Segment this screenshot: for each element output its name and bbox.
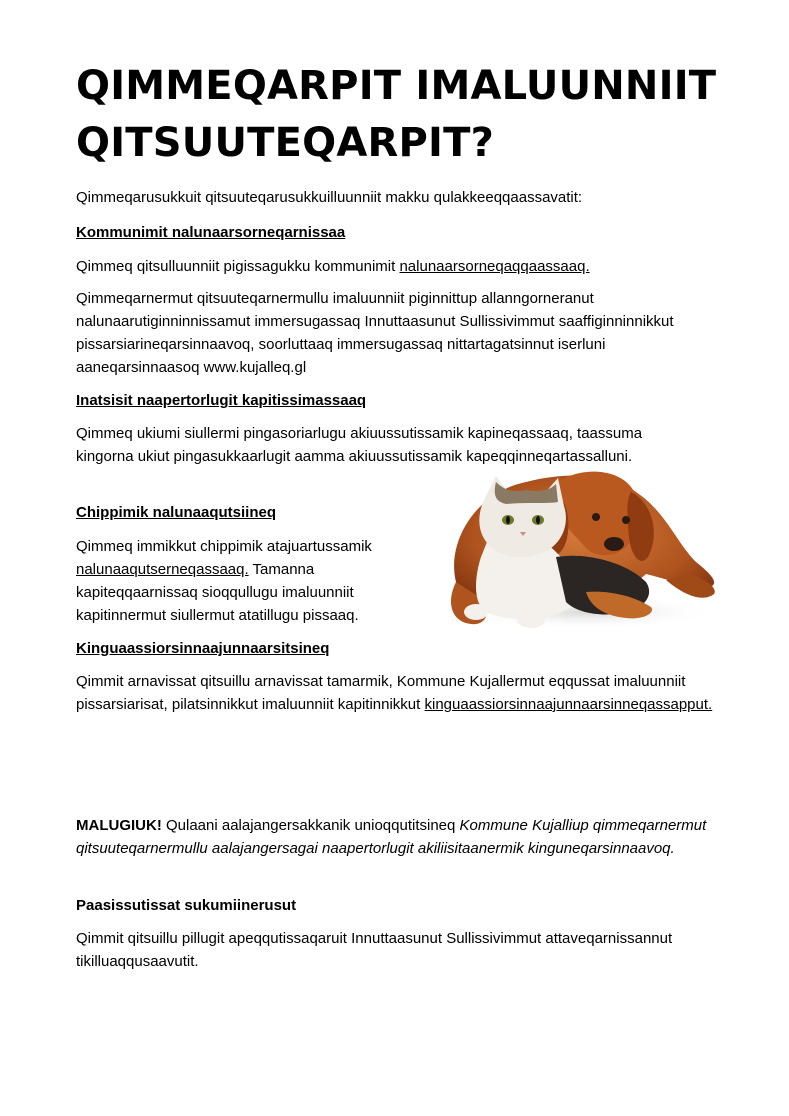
section-heading-more-info: Paasissutissat sukumiinerusut bbox=[76, 897, 297, 914]
registration-paragraph-1 bbox=[76, 255, 726, 278]
title-line-1: QIMMEQARPIT IMALUUNNIIT bbox=[76, 63, 717, 109]
page-title bbox=[76, 58, 716, 172]
chip-link[interactable]: nalunaaqutserneqassaaq. bbox=[76, 561, 249, 578]
warning-label: MALUGIUK! bbox=[76, 817, 162, 834]
registration-link[interactable]: nalunaarsorneqaqqaassaaq. bbox=[399, 258, 590, 275]
title-line-2: QITSUUTEQARPIT? bbox=[76, 120, 494, 166]
neutering-text: Qimmit arnavissat qitsuillu arnavissat tamarmik, Kommune Kujallermut eqqussat imaluunniit pissarsiarisat, pilatsinnikkut imaluunniit kapitinnikkut bbox=[76, 673, 686, 713]
neutering-link[interactable]: kinguaassiorsinnaajunnaarsinneqassapput. bbox=[424, 696, 713, 713]
section-heading-chip: Chippimik nalunaaqutsiineq bbox=[76, 504, 277, 521]
more-info-paragraph: Qimmit qitsuillu pillugit apeqqutissaqaruit Innuttaasunut Sullissivimmut attaveqarnissannut tikilluaqqusaavutit. bbox=[76, 930, 673, 970]
dog-and-cat-image bbox=[436, 462, 720, 634]
neutering-paragraph bbox=[76, 670, 726, 716]
vaccination-paragraph: Qimmeq ukiumi siullermi pingasoriarlugu akiuussutissamik kapineqassaaq, taassuma kingorna ukiut pingasukkaarlugit aamma akiuussutissamik kapeqqinneqartassalluni. bbox=[76, 425, 643, 465]
intro-text: Qimmeqarusukkuit qitsuuteqarusukkuilluunniit makku qulakkeeqqaassavatit: bbox=[76, 189, 583, 206]
warning-italic-text: Kommune Kujalliup qimmeqarnermut qitsuuteqarnermullu aalajangersagai naapertorlugit akiliisitaanermik kinguneqarsinnaavoq. bbox=[76, 817, 707, 857]
warning-note bbox=[76, 814, 726, 860]
warning-text: Qulaani aalajangersakkanik unioqqutitsineq bbox=[161, 817, 460, 834]
chip-text-b: Tamanna kapiteqqaarnissaq sioqqullugu imaluunniit kapitinnermut siullermut atatillugu pissaaq. bbox=[76, 561, 359, 624]
chip-paragraph bbox=[76, 535, 416, 627]
section-heading-vaccination: Inatsisit naapertorlugit kapitissimassaaq bbox=[76, 392, 367, 409]
registration-text: Qimmeq qitsulluunniit pigissagukku kommunimit bbox=[76, 258, 400, 275]
section-heading-registration: Kommunimit nalunaarsorneqarnissaa bbox=[76, 224, 346, 241]
registration-paragraph-2: Qimmeqarnermut qitsuuteqarnermullu imaluunniit piginnittup allanngorneranut nalunaarutiginninnissamut immersugassaq Innuttaasunut Sullissivimmut saaffiginninnikkut pissarsiarineqarsinnaavoq, soorluttaaq immersugassaq nittartagatsinnut iserluni aaneqarsinnaasoq www.kujalleq.gl bbox=[76, 290, 674, 376]
chip-text-a: Qimmeq immikkut chippimik atajuartussamik bbox=[76, 538, 372, 555]
section-heading-neutering: Kinguaassiorsinnaajunnaarsitsineq bbox=[76, 640, 330, 657]
